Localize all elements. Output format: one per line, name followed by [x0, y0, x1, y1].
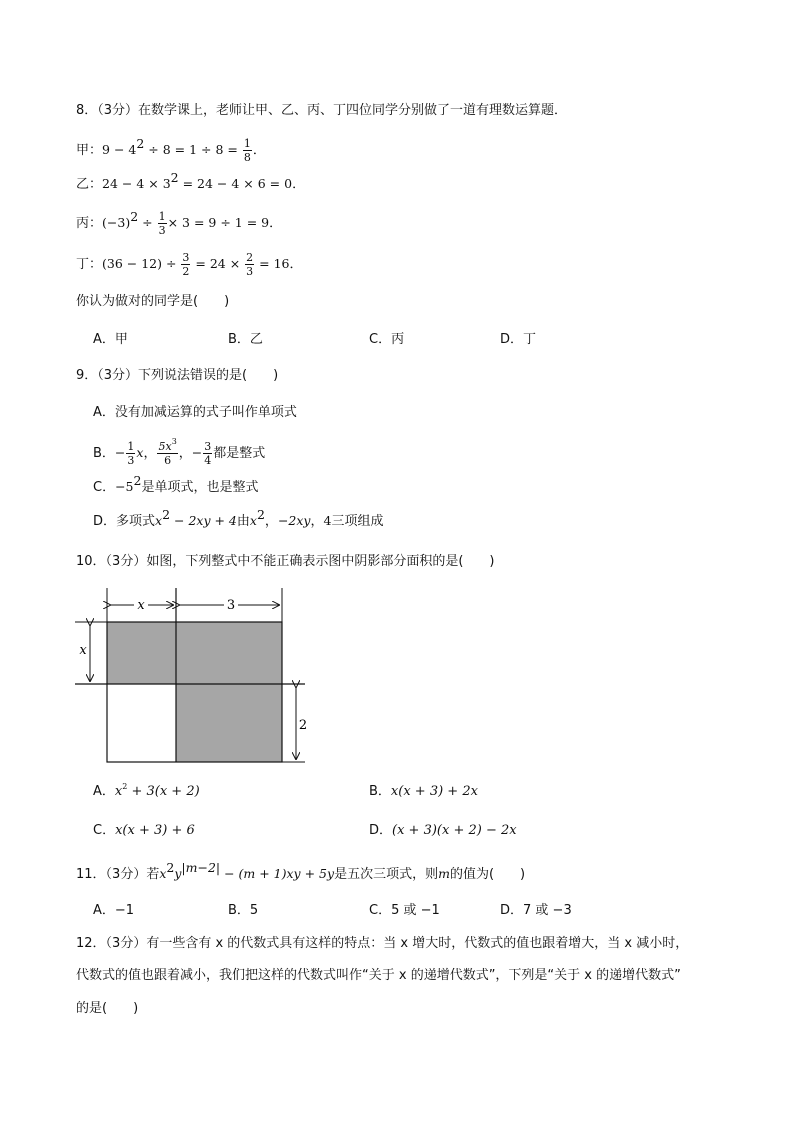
q9-d-term3: 4: [323, 513, 332, 528]
q8-bing-expr-a: (−3): [102, 215, 131, 230]
q8-option-a[interactable]: A．甲: [93, 332, 128, 347]
q8-ding-frac2-den: 3: [246, 265, 254, 278]
q10-option-c-label: C．: [93, 823, 116, 838]
q9-b-f1-sign: −: [114, 445, 126, 460]
q11-stem-a: 11．（3分）若: [76, 867, 160, 882]
q11-exp1: 2: [166, 860, 175, 875]
q9-d-term2: −2xy: [277, 513, 311, 528]
q8-bing-label: 丙：: [76, 216, 103, 231]
q8-jia-frac-den: 8: [243, 151, 251, 164]
q8-ding-expr-a: (36 − 12) ÷: [102, 256, 181, 271]
q10-option-a[interactable]: [93, 784, 200, 800]
q10-d-expr: (x + 3)(x + 2) − 2x: [392, 823, 517, 838]
q8-jia-line: [76, 137, 266, 164]
q8-ding-end: ．: [289, 257, 303, 272]
q8-ding-frac2-num: 2: [246, 251, 254, 264]
q11-option-a[interactable]: A．−1: [93, 903, 135, 918]
q9-option-d[interactable]: [93, 507, 384, 530]
q9-b-f3-num: 3: [204, 440, 212, 453]
q10-c-expr: x(x + 3) + 6: [115, 823, 195, 838]
q8-yi-label: 乙：: [76, 177, 103, 192]
q9-b-fraction-3: [203, 440, 212, 467]
q8-yi-line: [76, 170, 306, 193]
q10-option-d-label: D．: [369, 823, 393, 838]
q9-b-f3-den: 4: [204, 454, 212, 467]
q9-b-sep2: ，: [178, 446, 192, 461]
q11-option-d[interactable]: D．7 或 −3: [500, 903, 572, 918]
q8-jia-label: 甲：: [76, 143, 103, 158]
q8-option-c[interactable]: C．丙: [369, 332, 405, 347]
q9-b-sep1: ，: [143, 446, 157, 461]
q11-exp2: |m−2|: [181, 860, 221, 875]
q9-d-expr-a: x: [155, 513, 163, 528]
q11-var: m: [438, 866, 450, 881]
q8-ding-expr-c: = 16: [255, 256, 290, 271]
q9-option-c[interactable]: [93, 473, 259, 496]
q8-jia-exp: 2: [136, 136, 145, 151]
q9-c-expr: −5: [115, 479, 134, 494]
q8-bing-frac-num: 1: [158, 210, 166, 223]
q9-b-fraction-1: [126, 440, 135, 467]
q8-ding-fraction-2: [245, 251, 254, 278]
q8-yi-exp: 2: [170, 170, 179, 185]
q9-b-f3-sign: −: [191, 445, 203, 460]
q9-b-f1-den: 3: [127, 454, 135, 467]
q10-b-expr: x(x + 3) + 2x: [390, 784, 478, 799]
label-x-top: x: [137, 598, 145, 613]
q10-option-b[interactable]: [369, 784, 478, 800]
shaded-top-left: [107, 622, 176, 684]
q8-ding-expr-b: = 24 ×: [191, 256, 245, 271]
label-3-top: 3: [226, 598, 236, 613]
q12-line-3: 的是( ): [76, 1001, 139, 1016]
q11-expr-a: x: [159, 866, 167, 881]
q10-a-exp: 2: [122, 782, 128, 791]
q8-jia-expr-b: ÷ 8 = 1 ÷ 8 =: [144, 142, 242, 157]
q11-option-c[interactable]: C．5 或 −1: [369, 903, 440, 918]
q9-d-sep1: ，: [264, 514, 278, 529]
q10-figure: [75, 588, 315, 773]
label-x-left: x: [79, 643, 87, 658]
label-2-right: 2: [298, 718, 308, 733]
q8-question: 你认为做对的同学是( ): [76, 294, 230, 309]
q10-option-c[interactable]: [93, 823, 195, 839]
q9-option-c-label: C．: [93, 480, 116, 495]
q8-yi-expr-a: 24 − 4 × 3: [102, 176, 171, 191]
q9-c-exp: 2: [133, 473, 142, 488]
q9-option-b[interactable]: [93, 437, 266, 467]
q11-expr-b: y: [174, 866, 182, 881]
q11-stem: [76, 860, 526, 883]
q9-b-fraction-2: [157, 437, 177, 467]
q11-stem-c: 的值为( ): [449, 867, 526, 882]
q9-d-tail: 三项组成: [331, 514, 384, 529]
q8-jia-fraction: [243, 137, 252, 164]
q8-bing-line: [76, 210, 282, 237]
q9-d-sep2: ，: [310, 514, 324, 529]
q11-stem-b: 是五次三项式，则: [334, 867, 439, 882]
q9-b-f2-num: 5x: [158, 440, 172, 453]
q9-b-f1-var: x: [136, 445, 144, 460]
q8-jia-end: ．: [252, 143, 266, 158]
q8-bing-frac-den: 3: [158, 224, 166, 237]
q8-stem: 8．（3分）在数学课上，老师让甲、乙、丙、丁四位同学分别做了一道有理数运算题．: [76, 103, 568, 118]
q8-jia-expr-a: 9 − 4: [102, 142, 137, 157]
q10-stem: 10．（3分）如图，下列整式中不能正确表示图中阴影部分面积的是( ): [76, 554, 495, 569]
q9-d-exp2: 2: [256, 507, 265, 522]
q12-line-1: 12．（3分）有一些含有 x 的代数式具有这样的特点：当 x 增大时，代数式的值也跟着增大，当 x 减小时，: [76, 936, 689, 951]
q12-line-2: 代数式的值也跟着减小，我们把这样的代数式叫作“关于 x 的递增代数式”，下列是“关于 x 的递增代数式”: [76, 968, 681, 983]
q10-a-expr-a: x: [114, 784, 123, 799]
q10-a-expr-b: + 3(x + 2): [127, 784, 200, 799]
q8-bing-fraction: [158, 210, 167, 237]
q11-expr-c: − (m + 1)xy + 5y: [220, 866, 335, 881]
q10-option-d[interactable]: [369, 823, 517, 839]
q8-ding-frac1-den: 2: [182, 265, 190, 278]
q8-bing-expr-c: × 3 = 9 ÷ 1 = 9: [167, 215, 270, 230]
q9-stem: 9．（3分）下列说法错误的是( ): [76, 368, 279, 383]
q9-b-f2-exp: 3: [171, 437, 177, 446]
q9-b-f2-den: 6: [164, 454, 172, 467]
q8-bing-exp: 2: [130, 209, 139, 224]
q9-option-a[interactable]: A．没有加减运算的式子叫作单项式: [93, 405, 297, 420]
q9-d-mid: 由: [236, 514, 250, 529]
q9-d-exp1: 2: [162, 507, 171, 522]
q11-option-b[interactable]: B．5: [228, 903, 259, 918]
q8-option-d[interactable]: D．丁: [500, 332, 537, 347]
shaded-bottom-right: [176, 684, 282, 762]
q10-option-b-label: B．: [369, 784, 391, 799]
q8-jia-frac-num: 1: [243, 137, 251, 150]
q9-d-term1: x: [249, 513, 257, 528]
q8-ding-label: 丁：: [76, 257, 103, 272]
q9-option-b-label: B．: [93, 446, 115, 461]
q8-bing-expr-b: ÷: [138, 215, 157, 230]
q9-d-expr-b: − 2xy + 4: [170, 513, 237, 528]
q9-option-d-label: D．多项式: [93, 514, 156, 529]
q8-bing-end: ．: [269, 216, 283, 231]
q8-ding-frac1-num: 3: [182, 251, 190, 264]
q10-option-a-label: A．: [93, 784, 115, 799]
q8-option-b[interactable]: B．乙: [228, 332, 263, 347]
q8-yi-expr-b: = 24 − 4 × 6 = 0: [178, 176, 293, 191]
q8-ding-fraction-1: [181, 251, 190, 278]
q8-yi-end: ．: [292, 177, 306, 192]
q9-b-tail: 都是整式: [213, 446, 266, 461]
q9-c-tail: 是单项式，也是整式: [141, 480, 259, 495]
q9-b-f1-num: 1: [127, 440, 135, 453]
q8-ding-line: [76, 251, 303, 278]
shaded-top-right: [176, 622, 282, 684]
